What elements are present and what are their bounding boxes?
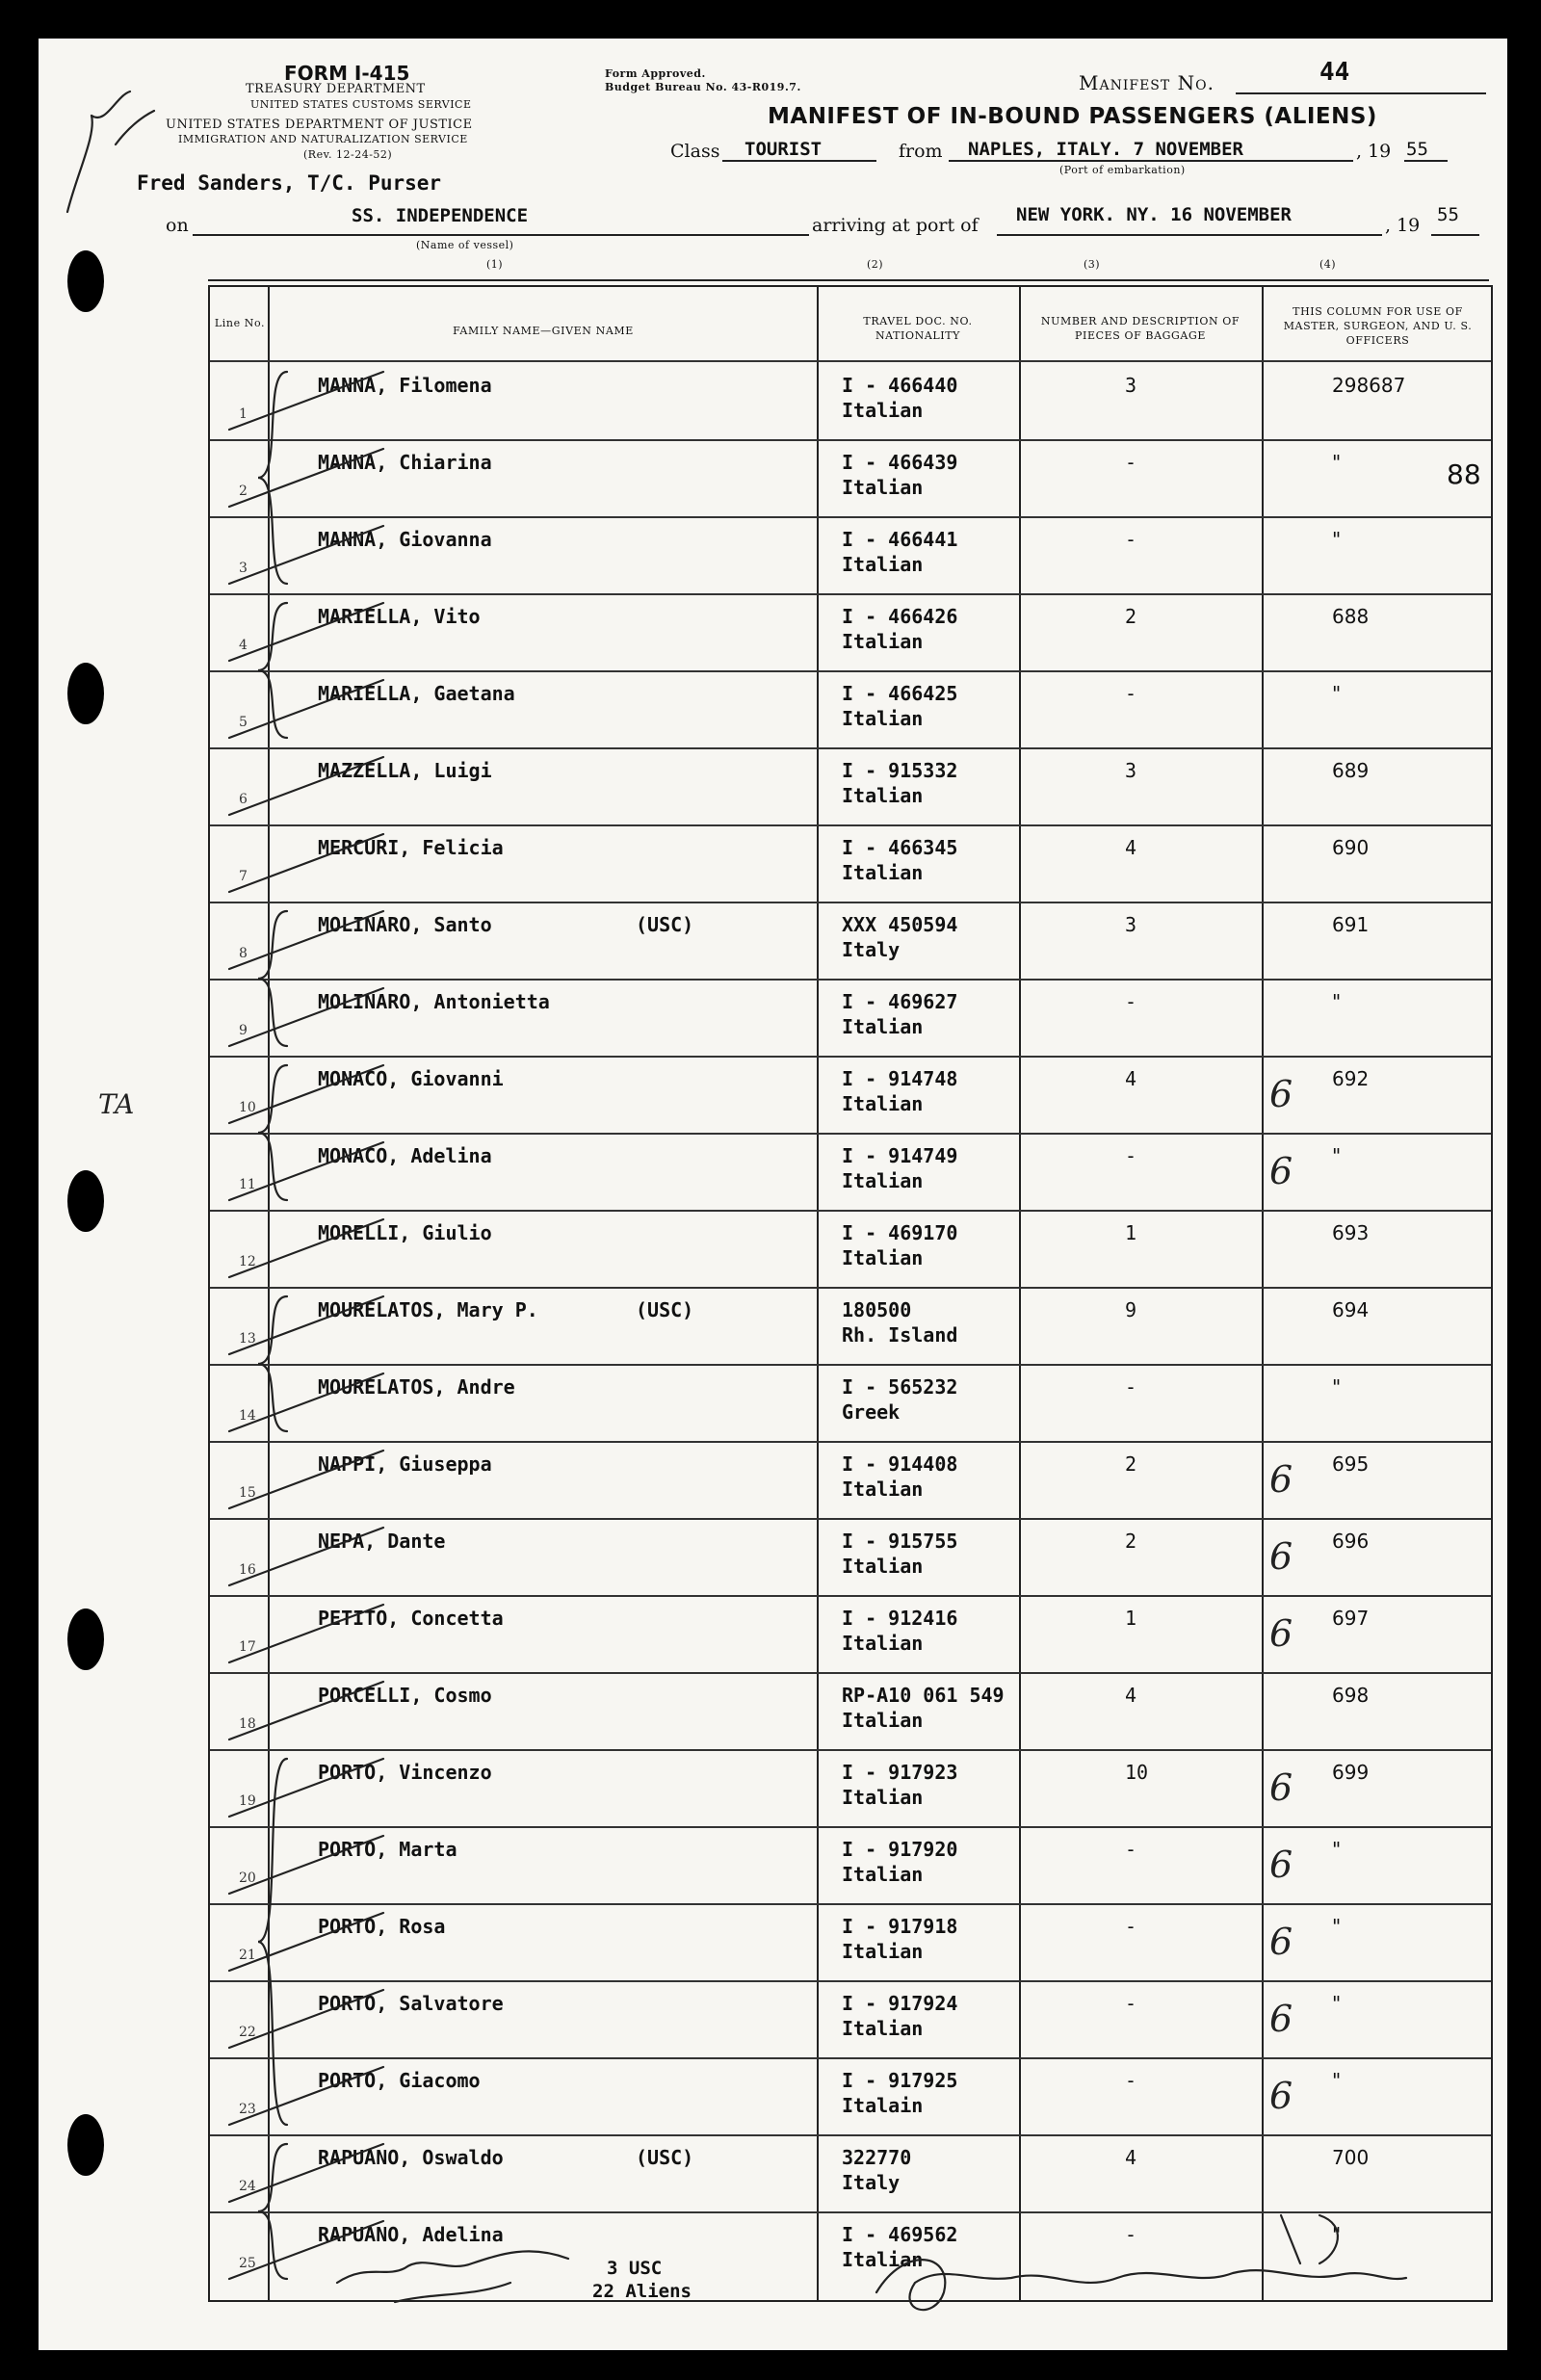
baggage-count: - [1125, 528, 1137, 551]
officer-number: 695 [1332, 1452, 1370, 1476]
handwritten-six-mark: 6 [1269, 1612, 1293, 1655]
nationality: Italy [842, 938, 901, 961]
class-underline [722, 160, 876, 162]
nationality: Italian [842, 399, 924, 422]
table-row [210, 1364, 1491, 1440]
nationality: Italian [842, 2017, 924, 2040]
purser-name: Fred Sanders, T/C. Purser [137, 171, 442, 195]
table-row [210, 593, 1491, 669]
nationality: Italian [842, 1632, 924, 1655]
officer-number: 696 [1332, 1530, 1370, 1553]
travel-doc-number: RP-A10 061 549 [842, 1684, 1005, 1707]
handwritten-six-mark: 6 [1269, 1844, 1293, 1886]
aliens-count: 22 Aliens [592, 2281, 692, 2302]
table-row [210, 1672, 1491, 1748]
header-travel-doc: TRAVEL DOC. NO. NATIONALITY [863, 315, 973, 342]
travel-doc-number: I - 469562 [842, 2223, 958, 2246]
passenger-name: PORTO, Giacomo [318, 2069, 481, 2092]
passenger-name: RAPUANO, Oswaldo [318, 2146, 504, 2169]
passenger-name: PORTO, Salvatore [318, 1992, 504, 2015]
baggage-count: 1 [1125, 1221, 1137, 1244]
year-prefix-1: , 19 [1356, 141, 1392, 162]
form-approved: Form Approved. [605, 67, 706, 80]
table-row [210, 1287, 1491, 1363]
table-row [210, 1903, 1491, 1979]
line-number: 4 [239, 638, 248, 653]
passenger-name: NAPPI, Giuseppa [318, 1452, 492, 1476]
baggage-count: - [1125, 2069, 1137, 2092]
punch-hole [67, 1608, 104, 1670]
punch-hole [67, 2114, 104, 2176]
department-immigration: IMMIGRATION AND NATURALIZATION SERVICE [178, 133, 468, 145]
table-row [210, 362, 1491, 438]
baggage-count: - [1125, 990, 1137, 1013]
passenger-name: PORTO, Vincenzo [318, 1761, 492, 1784]
baggage-count: 2 [1125, 1452, 1137, 1476]
punch-hole [67, 1170, 104, 1232]
travel-doc-number: I - 915755 [842, 1530, 958, 1553]
year-1: 55 [1406, 139, 1428, 160]
baggage-count: 9 [1125, 1298, 1137, 1321]
officer-number: " [1332, 451, 1342, 474]
passenger-name: MOLINARO, Antonietta [318, 990, 550, 1013]
year-underline-2 [1431, 234, 1479, 236]
header-officers: THIS COLUMN FOR USE OF MASTER, SURGEON, AND U. S. OFFICERS [1283, 305, 1473, 347]
usc-flag: (USC) [636, 913, 694, 936]
punch-hole [67, 663, 104, 724]
handwritten-six-mark: 6 [1269, 1766, 1293, 1809]
table-row [210, 1980, 1491, 2056]
nationality: Italian [842, 1709, 924, 1732]
baggage-count: - [1125, 2223, 1137, 2246]
table-row [210, 670, 1491, 746]
nationality: Rh. Island [842, 1323, 958, 1347]
header-line-no: Line No. [214, 317, 266, 329]
usc-flag: (USC) [636, 1298, 694, 1321]
passenger-name: MARIELLA, Vito [318, 605, 481, 628]
table-row [210, 2057, 1491, 2133]
passenger-name: PETITO, Concetta [318, 1607, 504, 1630]
year-prefix-2: , 19 [1385, 215, 1421, 236]
port-embarkation-caption: (Port of embarkation) [1059, 164, 1186, 176]
nationality: Italian [842, 1169, 924, 1192]
baggage-count: 4 [1125, 1684, 1137, 1707]
row-mark: 88 [1447, 458, 1481, 490]
officer-number: " [1332, 1144, 1342, 1167]
travel-doc-number: 180500 [842, 1298, 912, 1321]
officer-number: 690 [1332, 836, 1370, 859]
table-row [210, 1133, 1491, 1209]
baggage-count: 10 [1125, 1761, 1149, 1784]
baggage-count: 1 [1125, 1607, 1137, 1630]
department-justice: UNITED STATES DEPARTMENT OF JUSTICE [166, 118, 473, 132]
travel-doc-number: I - 917918 [842, 1915, 958, 1938]
passenger-name: MAZZELLA, Luigi [318, 759, 492, 782]
travel-doc-number: I - 917923 [842, 1761, 958, 1784]
line-number: 9 [239, 1023, 248, 1038]
line-number: 18 [239, 1716, 256, 1732]
year-2: 55 [1437, 204, 1459, 225]
line-number: 1 [239, 406, 248, 422]
baggage-count: - [1125, 1144, 1137, 1167]
baggage-count: 4 [1125, 836, 1137, 859]
line-number: 25 [239, 2256, 256, 2271]
nationality: Italy [842, 2171, 901, 2194]
travel-doc-number: I - 914748 [842, 1067, 958, 1090]
form-number: FORM I-415 [284, 62, 410, 85]
table-row [210, 747, 1491, 824]
header-family-name: FAMILY NAME—GIVEN NAME [453, 325, 634, 337]
table-row [210, 516, 1491, 592]
officer-number: 691 [1332, 913, 1370, 936]
travel-doc-number: 322770 [842, 2146, 912, 2169]
passenger-name: MOURELATOS, Andre [318, 1375, 515, 1399]
nationality: Italian [842, 1940, 924, 1963]
travel-doc-number: I - 466440 [842, 374, 958, 397]
line-number: 21 [239, 1948, 256, 1963]
handwritten-six-mark: 6 [1269, 1150, 1293, 1192]
passenger-name: MORELLI, Giulio [318, 1221, 492, 1244]
manifest-number: 44 [1319, 58, 1350, 87]
nationality: Italian [842, 1863, 924, 1886]
line-number: 20 [239, 1870, 256, 1886]
col-num-2: (2) [867, 258, 884, 271]
line-number: 12 [239, 1254, 256, 1269]
department-treasury: TREASURY DEPARTMENT [246, 82, 426, 96]
passenger-name: NEPA, Dante [318, 1530, 446, 1553]
table-row [210, 1518, 1491, 1594]
vessel-name: SS. INDEPENDENCE [352, 205, 529, 226]
travel-doc-number: I - 914408 [842, 1452, 958, 1476]
line-number: 5 [239, 715, 248, 730]
officer-number: " [1332, 2069, 1342, 2092]
manifest-page [39, 39, 1507, 2350]
handwritten-six-mark: 6 [1269, 1535, 1293, 1578]
officer-number: 698 [1332, 1684, 1370, 1707]
arriving-label: arriving at port of [812, 215, 979, 236]
officer-number: " [1332, 1838, 1342, 1861]
passenger-name: MOURELATOS, Mary P. [318, 1298, 538, 1321]
manifest-underline [1236, 92, 1486, 94]
table-row [210, 1441, 1491, 1517]
travel-doc-number: I - 914749 [842, 1144, 958, 1167]
baggage-count: 4 [1125, 1067, 1137, 1090]
officer-number: " [1332, 990, 1342, 1013]
travel-doc-number: I - 466425 [842, 682, 958, 705]
table-row [210, 824, 1491, 901]
margin-note-ta: TA [98, 1088, 135, 1120]
table-row [210, 1595, 1491, 1671]
travel-doc-number: I - 917924 [842, 1992, 958, 2015]
arriving-underline [997, 234, 1382, 236]
travel-doc-number: I - 469170 [842, 1221, 958, 1244]
line-number: 14 [239, 1408, 256, 1424]
nationality: Italian [842, 1555, 924, 1578]
officer-number: 693 [1332, 1221, 1370, 1244]
passenger-name: MERCURI, Felicia [318, 836, 504, 859]
travel-doc-number: I - 466426 [842, 605, 958, 628]
officer-number: 298687 [1332, 374, 1406, 397]
nationality: Greek [842, 1400, 901, 1424]
officer-number: 688 [1332, 605, 1370, 628]
header-baggage: NUMBER AND DESCRIPTION OF PIECES OF BAGGAGE [1040, 315, 1241, 342]
class-label: Class [670, 141, 720, 162]
nationality: Italian [842, 1246, 924, 1269]
nationality: Italian [842, 707, 924, 730]
handwritten-six-mark: 6 [1269, 2075, 1293, 2117]
header-top-rule [208, 279, 1489, 281]
officer-number: 694 [1332, 1298, 1370, 1321]
handwritten-six-mark: 6 [1269, 1921, 1293, 1963]
passenger-name: MONACO, Giovanni [318, 1067, 504, 1090]
travel-doc-number: I - 917925 [842, 2069, 958, 2092]
nationality: Italian [842, 1092, 924, 1115]
travel-doc-number: I - 915332 [842, 759, 958, 782]
line-number: 22 [239, 2025, 256, 2040]
line-number: 3 [239, 561, 248, 576]
baggage-count: - [1125, 682, 1137, 705]
nationality: Italian [842, 2248, 924, 2271]
signature-scribbles [279, 2186, 1493, 2341]
handwritten-six-mark: 6 [1269, 1998, 1293, 2040]
table-row [210, 1749, 1491, 1825]
main-title: MANIFEST OF IN-BOUND PASSENGERS (ALIENS) [768, 104, 1377, 129]
budget-bureau: Budget Bureau No. 43-R019.7. [605, 81, 801, 93]
line-number: 8 [239, 946, 248, 961]
table-row [210, 1056, 1491, 1132]
line-number: 2 [239, 484, 248, 499]
officer-number: " [1332, 2223, 1342, 2246]
line-number: 19 [239, 1793, 256, 1809]
passenger-name: PORTO, Rosa [318, 1915, 446, 1938]
officer-number: 699 [1332, 1761, 1370, 1784]
table-row [210, 439, 1491, 515]
officer-number: 700 [1332, 2146, 1370, 2169]
table-row [210, 1210, 1491, 1286]
line-number: 10 [239, 1100, 256, 1115]
line-number: 17 [239, 1639, 256, 1655]
line-number: 24 [239, 2179, 256, 2194]
travel-doc-number: I - 466441 [842, 528, 958, 551]
officer-number: 692 [1332, 1067, 1370, 1090]
officer-number: 697 [1332, 1607, 1370, 1630]
officer-number: " [1332, 528, 1342, 551]
class-value: TOURIST [744, 139, 823, 160]
baggage-count: 3 [1125, 374, 1137, 397]
baggage-count: 2 [1125, 605, 1137, 628]
nationality: Italian [842, 1786, 924, 1809]
passenger-name: MARIELLA, Gaetana [318, 682, 515, 705]
table-row [210, 979, 1491, 1055]
vessel-caption: (Name of vessel) [416, 239, 514, 251]
usc-count: 3 USC [607, 2258, 663, 2279]
from-label: from [899, 141, 943, 162]
line-number: 7 [239, 869, 248, 884]
officer-number: " [1332, 1992, 1342, 2015]
nationality: Italian [842, 1015, 924, 1038]
arriving-value: NEW YORK. NY. 16 NOVEMBER [1016, 204, 1292, 225]
line-number: 16 [239, 1562, 256, 1578]
line-number: 11 [239, 1177, 256, 1192]
handwritten-six-mark: 6 [1269, 1073, 1293, 1115]
baggage-count: - [1125, 451, 1137, 474]
passenger-name: PORTO, Marta [318, 1838, 457, 1861]
table-row [210, 1826, 1491, 1902]
officer-number: 689 [1332, 759, 1370, 782]
passenger-name: MANNA, Chiarina [318, 451, 492, 474]
form-revision: (Rev. 12-24-52) [303, 148, 393, 161]
baggage-count: - [1125, 1915, 1137, 1938]
baggage-count: 2 [1125, 1530, 1137, 1553]
officer-number: " [1332, 682, 1342, 705]
margin-scribble [39, 58, 164, 231]
officer-number: " [1332, 1915, 1342, 1938]
baggage-count: 3 [1125, 913, 1137, 936]
nationality: Italian [842, 784, 924, 807]
nationality: Italian [842, 630, 924, 653]
passenger-name: MONACO, Adelina [318, 1144, 492, 1167]
nationality: Italian [842, 861, 924, 884]
passenger-name: MANNA, Giovanna [318, 528, 492, 551]
manifest-label: Manifest No. [1079, 71, 1215, 94]
baggage-count: - [1125, 1375, 1137, 1399]
baggage-count: 4 [1125, 2146, 1137, 2169]
line-number: 15 [239, 1485, 256, 1501]
col-num-1: (1) [486, 258, 504, 271]
nationality: Italian [842, 476, 924, 499]
travel-doc-number: I - 466345 [842, 836, 958, 859]
on-label: on [166, 215, 189, 236]
year-underline-1 [1404, 160, 1448, 162]
nationality: Italian [842, 1478, 924, 1501]
passenger-name: RAPUANO, Adelina [318, 2223, 504, 2246]
line-number: 23 [239, 2102, 256, 2117]
nationality: Italain [842, 2094, 924, 2117]
from-value: NAPLES, ITALY. 7 NOVEMBER [968, 139, 1243, 160]
passenger-name: MOLINARO, Santo [318, 913, 492, 936]
baggage-count: - [1125, 1838, 1137, 1861]
travel-doc-number: I - 912416 [842, 1607, 958, 1630]
punch-hole [67, 250, 104, 312]
baggage-count: - [1125, 1992, 1137, 2015]
travel-doc-number: XXX 450594 [842, 913, 958, 936]
usc-flag: (USC) [636, 2146, 694, 2169]
passenger-name: MANNA, Filomena [318, 374, 492, 397]
passenger-name: PORCELLI, Cosmo [318, 1684, 492, 1707]
baggage-count: 3 [1125, 759, 1137, 782]
travel-doc-number: I - 466439 [842, 451, 958, 474]
from-underline [949, 160, 1353, 162]
handwritten-six-mark: 6 [1269, 1458, 1293, 1501]
col-num-4: (4) [1319, 258, 1337, 271]
travel-doc-number: I - 917920 [842, 1838, 958, 1861]
officer-number: " [1332, 1375, 1342, 1399]
department-customs: UNITED STATES CUSTOMS SERVICE [250, 98, 472, 111]
vessel-underline [193, 234, 809, 236]
line-number: 13 [239, 1331, 256, 1347]
table-row [210, 902, 1491, 978]
travel-doc-number: I - 565232 [842, 1375, 958, 1399]
passenger-table [208, 285, 1493, 2302]
travel-doc-number: I - 469627 [842, 990, 958, 1013]
nationality: Italian [842, 553, 924, 576]
line-number: 6 [239, 792, 248, 807]
col-num-3: (3) [1084, 258, 1101, 271]
